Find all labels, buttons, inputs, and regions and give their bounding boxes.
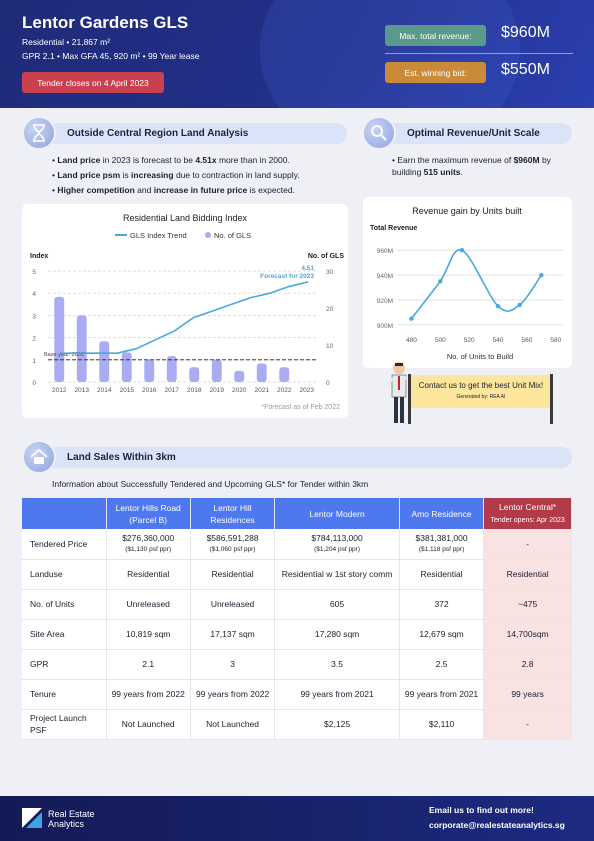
revenue-data-point — [517, 303, 521, 307]
table-cell: 3 — [190, 649, 274, 679]
table-cell: Unreleased — [106, 589, 190, 619]
y-tick-label: 940M — [376, 273, 393, 281]
row-header: Landuse — [22, 559, 106, 589]
y-tick-label: 4 — [32, 291, 36, 299]
revenue-data-point — [496, 304, 500, 308]
gls-count-bar — [122, 352, 132, 382]
y-tick-label: 2 — [32, 335, 36, 343]
row-header: GPR — [22, 649, 106, 679]
table-cell: 2.5 — [399, 649, 483, 679]
banner-pole-left — [408, 374, 411, 424]
table-cell: Residential — [106, 559, 190, 589]
row-header: Site Area — [22, 619, 106, 649]
hourglass-icon — [22, 116, 56, 150]
row-header: Tenure — [22, 679, 106, 709]
row-header: Project Launch PSF — [22, 709, 106, 739]
land-bullet-3: • Higher competition and increase in future price is expected. — [52, 185, 295, 195]
footer — [0, 796, 594, 841]
row-header: No. of Units — [22, 589, 106, 619]
row-header: Tendered Price — [22, 529, 106, 559]
land-sales-subtitle: Information about Successfully Tendered and Upcoming GLS* for Tender within 3km — [52, 479, 369, 489]
table-cell: ~475 — [484, 589, 572, 619]
table-cell: - — [484, 709, 572, 739]
table-cell: Not Launched — [106, 709, 190, 739]
x-tick-label: 2013 — [74, 387, 89, 394]
contact-banner-credit: Generated by: REA AI — [456, 394, 506, 400]
legend-item: No. of GLS — [214, 231, 252, 240]
chart-title: Residential Land Bidding Index — [122, 213, 248, 223]
column-header: Lentor Hill Residences — [190, 498, 274, 529]
land-sales-table — [22, 498, 572, 740]
site-summary: Residential • 21,867 m² — [22, 37, 111, 47]
table-row — [22, 559, 572, 589]
y-tick-label: 5 — [32, 269, 36, 276]
y-axis-label: Total Revenue — [370, 225, 418, 232]
table-cell: Unreleased — [190, 589, 274, 619]
x-tick-label: 2021 — [254, 387, 269, 394]
winning-bid-value: $550M — [501, 61, 550, 78]
section-land-sales-title: Land Sales Within 3km — [40, 447, 572, 468]
y-tick-label-right: 10 — [326, 343, 334, 350]
y-tick-label: 900M — [376, 322, 393, 330]
tender-close-badge: Tender closes on 4 April 2023 — [22, 72, 164, 93]
x-tick-label: 2019 — [209, 387, 224, 394]
x-tick-label: 540 — [492, 337, 504, 344]
table-cell: 99 years — [484, 679, 572, 709]
gls-count-bar — [257, 364, 267, 383]
contact-banner-text: Contact us to get the best Unit Mix! — [418, 381, 544, 390]
contact-unit-mix-banner — [411, 375, 551, 408]
table-cell: Residential — [399, 559, 483, 589]
table-cell: 605 — [275, 589, 400, 619]
x-tick-label: 580 — [550, 337, 562, 344]
x-tick-label: 2015 — [119, 387, 134, 394]
table-cell: - — [484, 529, 572, 559]
x-tick-label: 480 — [406, 337, 417, 344]
gls-count-bar — [212, 360, 222, 382]
revenue-bullet: • Earn the maximum revenue of $960M by building 515 units. — [392, 155, 551, 177]
land-bullet-1: • Land price in 2023 is forecast to be 4.51x more than in 2000. — [52, 155, 290, 165]
winning-bid-label: Est. winning bid: — [385, 62, 486, 83]
gls-index-trend-line — [60, 282, 308, 353]
x-tick-label: 2012 — [52, 387, 67, 394]
revenue-units-chart — [363, 197, 572, 368]
land-bidding-chart-card — [22, 204, 348, 418]
table-cell: Not Launched — [190, 709, 274, 739]
legend-bar-swatch — [205, 232, 211, 238]
contact-email-link[interactable]: corporate@realestateanalytics.sg — [429, 820, 565, 830]
table-row — [22, 589, 572, 619]
legend-item: GLS Index Trend — [130, 231, 187, 240]
x-tick-label: 560 — [521, 337, 533, 344]
banner-pole-right — [550, 374, 553, 424]
max-revenue-value: $960M — [501, 24, 550, 41]
y-tick-label-right: 30 — [326, 269, 334, 276]
table-cell: 2.8 — [484, 649, 572, 679]
table-row — [22, 679, 572, 709]
revenue-data-point — [409, 316, 413, 320]
table-cell: 10,819 sqm — [106, 619, 190, 649]
table-cell: 99 years from 2022 — [106, 679, 190, 709]
table-cell: Residential — [484, 559, 572, 589]
email-prompt: Email us to find out more! — [429, 805, 534, 815]
y-tick-label: 960M — [376, 248, 393, 256]
y-tick-label: 0 — [32, 380, 36, 387]
column-header: Amo Residence — [399, 498, 483, 529]
table-cell: $381,381,000 ($1,118 psf ppr) — [399, 529, 483, 559]
header-banner — [0, 0, 594, 108]
table-cell: 2.1 — [106, 649, 190, 679]
revenue-data-point — [438, 279, 442, 283]
x-tick-label: 2014 — [97, 387, 112, 394]
table-cell: 3.5 — [275, 649, 400, 679]
table-corner-cell — [22, 498, 106, 529]
y-axis-label-right: No. of GLS — [307, 253, 344, 260]
x-tick-label: 2018 — [187, 387, 202, 394]
column-header: Lentor Modern — [275, 498, 400, 529]
gls-count-bar — [99, 341, 109, 382]
site-specs: GPR 2.1 • Max GFA 45, 920 m² • 99 Year lease — [22, 51, 200, 61]
section-land-analysis-title: Outside Central Region Land Analysis — [40, 123, 347, 144]
column-header: Lentor Hills Road (Parcel B) — [106, 498, 190, 529]
chart-footnote: *Forecast as of Feb 2022 — [261, 404, 340, 411]
house-icon — [22, 440, 56, 474]
y-tick-label: 1 — [32, 357, 36, 365]
column-header-upcoming-gls: Lentor Central* Tender opens: Apr 2023 — [484, 498, 572, 529]
table-cell: 99 years from 2021 — [399, 679, 483, 709]
y-axis-label-left: Index — [30, 253, 49, 260]
x-tick-label: 2023 — [299, 387, 314, 394]
y-tick-label-right: 0 — [326, 380, 330, 387]
x-tick-label: 2016 — [142, 387, 157, 394]
forecast-value-label: 4.51 — [301, 265, 314, 272]
gls-count-bar — [144, 360, 154, 382]
revenue-data-point — [539, 273, 543, 277]
table-header-row — [22, 498, 572, 529]
chart-title: Revenue gain by Units built — [412, 206, 522, 216]
land-bullet-2: • Land price psm is increasing due to contraction in land supply. — [52, 170, 300, 180]
magnifier-icon — [362, 116, 396, 150]
gls-count-bar — [189, 367, 199, 382]
x-tick-label: 500 — [434, 337, 446, 344]
y-tick-label: 3 — [32, 313, 36, 321]
table-row — [22, 649, 572, 679]
gls-count-bar — [77, 315, 87, 382]
table-cell: 99 years from 2021 — [275, 679, 400, 709]
table-cell: $2,110 — [399, 709, 483, 739]
gls-count-bar — [234, 371, 244, 382]
page-title: Lentor Gardens GLS — [22, 13, 189, 32]
y-tick-label: 920M — [376, 297, 393, 305]
table-cell: 17,137 sqm — [190, 619, 274, 649]
kpi-divider — [385, 53, 573, 54]
table-cell: 99 years from 2022 — [190, 679, 274, 709]
gls-count-bar — [54, 297, 64, 382]
table-row — [22, 529, 572, 559]
table-cell: $276,360,000 ($1,130 psf ppr) — [106, 529, 190, 559]
revenue-curve-line — [411, 250, 541, 319]
table-cell: $2,125 — [275, 709, 400, 739]
table-cell: 12,679 sqm — [399, 619, 483, 649]
land-bidding-chart — [22, 204, 348, 418]
table-cell: 14,700sqm — [484, 619, 572, 649]
revenue-data-point — [460, 248, 464, 252]
table-row — [22, 709, 572, 739]
table-cell: 17,280 sqm — [275, 619, 400, 649]
table-cell: Residential w 1st story comm — [275, 559, 400, 589]
section-revenue-title: Optimal Revenue/Unit Scale — [380, 123, 572, 144]
x-tick-label: 2017 — [164, 387, 179, 394]
revenue-chart-card — [363, 197, 572, 368]
x-tick-label: 2020 — [232, 387, 247, 394]
gls-count-bar — [279, 367, 289, 382]
table-cell: $784,113,000 ($1,204 psf ppr) — [275, 529, 400, 559]
x-tick-label: 2022 — [277, 387, 292, 394]
forecast-label: Forecast for 2023 — [260, 273, 314, 280]
table-cell: Residential — [190, 559, 274, 589]
y-tick-label-right: 20 — [326, 306, 334, 313]
brand-name: Real Estate Analytics — [48, 809, 95, 829]
table-cell: $586,591,288 ($1,060 psf ppr) — [190, 529, 274, 559]
table-cell: 372 — [399, 589, 483, 619]
base-year-label: Base year: 2000 — [44, 351, 85, 358]
x-tick-label: 520 — [463, 337, 475, 344]
max-revenue-label: Max. total revenue: — [385, 25, 486, 46]
x-axis-label: No. of Units to Build — [446, 352, 514, 361]
table-row — [22, 619, 572, 649]
